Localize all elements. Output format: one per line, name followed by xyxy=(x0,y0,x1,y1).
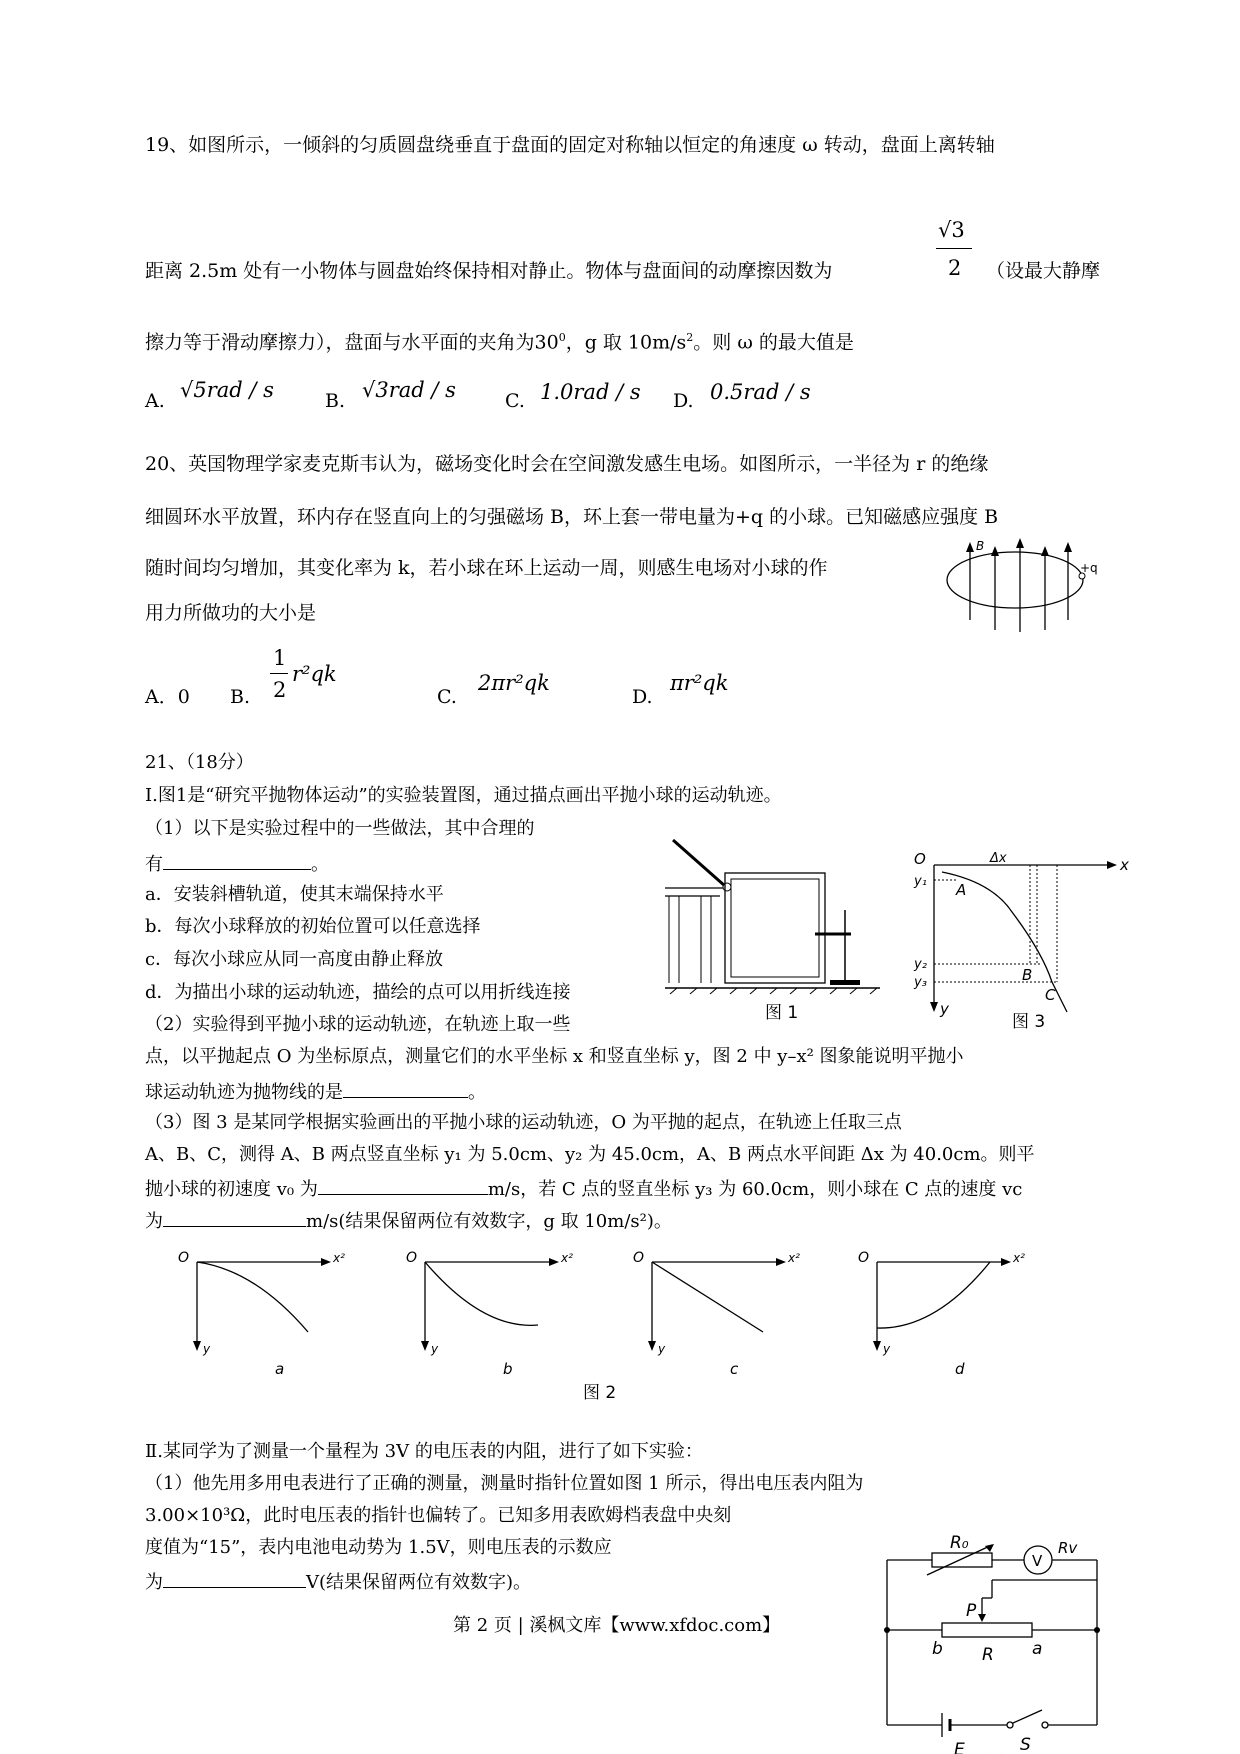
q19-option-c-label: C. xyxy=(505,390,525,412)
q19-line2-text: 距离 2.5m 处有一小物体与圆盘始终保持相对静止。物体与盘面间的动摩擦因数为 xyxy=(145,260,833,282)
q20-option-b-bar xyxy=(270,673,288,674)
q21-fig3-y3: y₃ xyxy=(914,975,927,990)
circuit-a-label: a xyxy=(1032,1639,1043,1659)
q19-option-c: 1.0rad / s xyxy=(540,380,641,404)
q19-option-a: √5rad / s xyxy=(180,378,274,402)
q21-p1: I.图1是“研究平抛物体运动”的实验装置图，通过描点画出平抛小球的运动轨迹。 xyxy=(145,785,782,806)
q21-s2a: （2）实验得到平抛小球的运动轨迹，在轨迹上取一些 xyxy=(145,1014,571,1035)
q21ii-p5-pre: 为 xyxy=(145,1572,163,1593)
q21ii-answer-blank[interactable] xyxy=(163,1571,306,1588)
q21-fig1-apparatus xyxy=(665,838,895,1038)
q21-s3d-pre: 为 xyxy=(145,1211,163,1232)
q21ii-circuit-figure xyxy=(882,1520,1112,1754)
fig2-d-label: d xyxy=(955,1360,965,1378)
q21-option-d: d．为描出小球的运动轨迹，描绘的点可以用折线连接 xyxy=(145,982,571,1003)
circuit-b-label: b xyxy=(932,1639,943,1659)
q21-fig3-O: O xyxy=(914,850,926,868)
q21-fig3-dx: Δx xyxy=(990,851,1007,866)
q21-s3c xyxy=(145,1178,1022,1199)
q21-s1b xyxy=(145,853,329,874)
q21-fig3-trajectory xyxy=(912,850,1129,1032)
q19-line2 xyxy=(145,262,832,281)
q19-line3-sup2: 2 xyxy=(686,331,694,344)
q19-line3-sup: 0 xyxy=(558,331,566,344)
q21-s3c-pre: 抛小球的初速度 v₀ 为 xyxy=(145,1179,318,1200)
page-footer: 第 2 页 | 溪枫文库【www.xfdoc.com】 xyxy=(453,1615,781,1636)
q20-option-d: πr²qk xyxy=(670,671,729,695)
q21-fig1-caption: 图 1 xyxy=(765,1003,799,1023)
q21-s3c-post: m/s，若 C 点的竖直坐标 y₃ 为 60.0cm，则小球在 C 点的速度 vc xyxy=(487,1179,1023,1200)
q21-s2c-pre: 球运动轨迹为抛物线的是 xyxy=(145,1082,343,1103)
q20-option-a: A．0 xyxy=(145,686,190,708)
q19-fraction-den: 2 xyxy=(948,256,962,280)
q20-line2: 细圆环水平放置，环内存在竖直向上的匀强磁场 B，环上套一带电量为+q 的小球。已知磁感应强度 B xyxy=(145,506,999,528)
q21-fig3-y2: y₂ xyxy=(914,957,927,972)
q19-line1: 19、如图所示，一倾斜的匀质圆盘绕垂直于盘面的固定对称轴以恒定的角速度 ω 转动，盘面上离转轴 xyxy=(145,134,995,156)
q20-option-b-num: 1 xyxy=(273,646,287,670)
q21-fig3-y1: y₁ xyxy=(914,874,927,889)
q21-s2c-post: 。 xyxy=(468,1082,486,1103)
circuit-E-label: E xyxy=(954,1740,965,1754)
q21-fig3-x: x xyxy=(1120,856,1129,874)
fig2-d-y: y xyxy=(883,1342,891,1356)
q20-fig-B: B xyxy=(976,539,985,553)
q20-ring-figure xyxy=(950,539,1098,640)
q21-answer-blank-1[interactable] xyxy=(163,853,311,870)
q20-line3: 随时间均匀增加，其变化率为 k，若小球在环上运动一周，则感生电场对小球的作 xyxy=(145,557,828,579)
fig2-b-label: b xyxy=(503,1360,513,1378)
q21-s3d xyxy=(145,1210,672,1231)
fig2-b-y: y xyxy=(431,1342,439,1356)
q19-fraction-num: √3 xyxy=(938,218,965,242)
q19-line3-c: 。则 ω 的最大值是 xyxy=(693,331,854,354)
fig2-a-O: O xyxy=(178,1250,190,1266)
q20-fig-q: +q xyxy=(1080,561,1098,575)
q21ii-p1: Ⅱ.某同学为了测量一个量程为 3V 的电压表的内阻，进行了如下实验： xyxy=(145,1441,703,1462)
q19-line3-a: 擦力等于滑动摩擦力），盘面与水平面的夹角为30 xyxy=(145,331,559,354)
fig2-c-x2: x² xyxy=(788,1251,800,1265)
q21-fig2-graphs xyxy=(175,1250,1075,1410)
fig2-graph-d xyxy=(858,1250,1025,1378)
fig2-graph-b xyxy=(406,1250,573,1378)
q19-line3-b: ，g 取 10m/s xyxy=(565,331,687,354)
q19-line2-tail: （设最大静摩 xyxy=(986,260,1101,282)
q20-option-b-den: 2 xyxy=(273,678,287,702)
circuit-RV-label: Rv xyxy=(1058,1539,1078,1557)
q21-fig3-caption: 图 3 xyxy=(1012,1012,1046,1032)
fig2-a-label: a xyxy=(275,1360,285,1378)
q21-s1b-pre: 有 xyxy=(145,854,163,875)
q20-line4: 用力所做功的大小是 xyxy=(145,602,317,624)
circuit-R0-label: R₀ xyxy=(950,1533,969,1553)
fig2-a-y: y xyxy=(203,1342,211,1356)
fig2-graph-c xyxy=(633,1250,800,1378)
q21-s2b: 点，以平抛起点 O 为坐标原点，测量它们的水平坐标 x 和竖直坐标 y，图 2 中 y–x² 图象能说明平抛小 xyxy=(145,1046,964,1067)
q21ii-p2: （1）他先用多用电表进行了正确的测量，测量时指针位置如图 1 所示，得出电压表内阻为 xyxy=(145,1473,864,1494)
q21-s1b-post: 。 xyxy=(311,854,329,875)
q21-fig3-A: A xyxy=(956,881,967,899)
fig2-b-x2: x² xyxy=(561,1251,573,1265)
fig2-graph-a xyxy=(178,1250,345,1378)
fig2-c-label: c xyxy=(730,1360,739,1378)
q21ii-p5-post: V(结果保留两位有效数字)。 xyxy=(306,1572,532,1593)
q21-answer-blank-3[interactable] xyxy=(318,1178,488,1195)
q21-fig2-caption: 图 2 xyxy=(583,1383,617,1403)
q21ii-p3: 3.00×10³Ω，此时电压表的指针也偏转了。已知多用表欧姆档表盘中央刻 xyxy=(145,1505,732,1526)
q21-option-c: c．每次小球应从同一高度由静止释放 xyxy=(145,949,444,970)
q20-option-c: 2πr²qk xyxy=(478,671,550,695)
q21-s3a: （3）图 3 是某同学根据实验画出的平抛小球的运动轨迹，O 为平抛的起点，在轨迹上任取三点 xyxy=(145,1112,902,1133)
q19-option-d-label: D. xyxy=(673,390,694,412)
q19-line3 xyxy=(145,332,854,352)
q21-answer-blank-2[interactable] xyxy=(343,1081,468,1098)
q21-s1a: （1）以下是实验过程中的一些做法，其中合理的 xyxy=(145,818,535,839)
q20-option-d-label: D. xyxy=(632,686,653,708)
q19-fraction-bar xyxy=(936,248,972,249)
fig2-b-O: O xyxy=(406,1250,418,1266)
q21-fig3-B: B xyxy=(1022,966,1033,984)
q20-option-c-label: C. xyxy=(437,686,457,708)
q21-fig3-C: C xyxy=(1045,986,1056,1004)
circuit-R-label: R xyxy=(982,1645,994,1665)
q21-option-a: a．安装斜槽轨道，使其末端保持水平 xyxy=(145,884,444,905)
q19-option-b: √3rad / s xyxy=(362,378,456,402)
circuit-S-label: S xyxy=(1020,1735,1031,1754)
fig2-a-x2: x² xyxy=(333,1251,345,1265)
circuit-V-label: V xyxy=(1032,1552,1043,1570)
q19-option-b-label: B. xyxy=(325,390,346,412)
q21-s2c xyxy=(145,1081,486,1102)
q20-line1: 20、英国物理学家麦克斯韦认为，磁场变化时会在空间激发感生电场。如图所示，一半径为 r 的绝缘 xyxy=(145,453,989,475)
q20-option-b-expr: r²qk xyxy=(292,662,337,686)
q21-fig3-y: y xyxy=(940,1000,949,1018)
q21-header: 21、（18分） xyxy=(145,752,254,773)
q19-option-a-label: A. xyxy=(145,390,165,412)
q19-option-d: 0.5rad / s xyxy=(710,380,811,404)
fig2-d-O: O xyxy=(858,1250,870,1266)
q21-s3b: A、B、C，测得 A、B 两点竖直坐标 y₁ 为 5.0cm、y₂ 为 45.0cm，A、B 两点水平间距 Δx 为 40.0cm。则平 xyxy=(145,1144,1035,1165)
fig2-d-x2: x² xyxy=(1013,1251,1025,1265)
q21ii-p4: 度值为“15”，表内电池电动势为 1.5V，则电压表的示数应 xyxy=(145,1537,612,1558)
q21-s3d-post: m/s(结果保留两位有效数字，g 取 10m/s²)。 xyxy=(306,1211,672,1232)
fig2-c-y: y xyxy=(658,1342,666,1356)
fig2-c-O: O xyxy=(633,1250,645,1266)
circuit-P-label: P xyxy=(966,1601,977,1621)
q21ii-p5 xyxy=(145,1571,531,1592)
q21-answer-blank-4[interactable] xyxy=(163,1210,306,1227)
q20-option-b-label: B. xyxy=(230,686,251,708)
q21-option-b: b．每次小球释放的初始位置可以任意选择 xyxy=(145,916,481,937)
